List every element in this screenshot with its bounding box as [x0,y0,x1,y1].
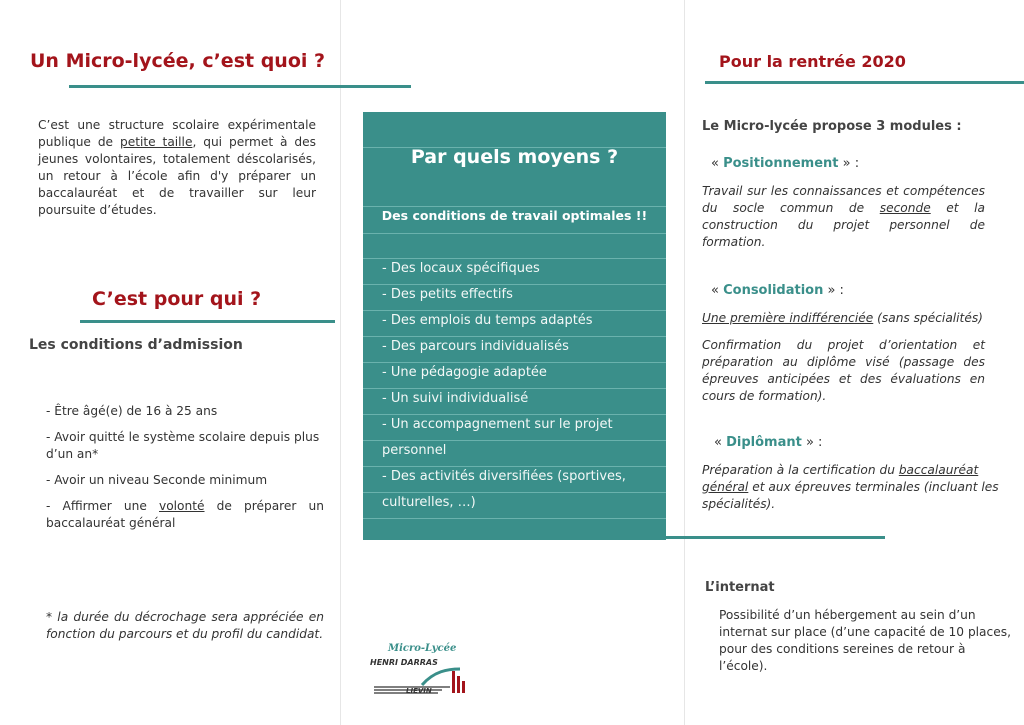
micro-lycee-logo [368,643,478,699]
panel-title: Par quels moyens ? [410,146,619,168]
module-name: Diplômant [726,435,802,450]
means-item: - Des locaux spécifiques [382,261,540,276]
intro-text-underlined: petite taille [119,135,193,149]
intro-paragraph [38,117,316,219]
panel-divider [363,518,666,519]
module-diplomant-text [702,462,1002,513]
means-item: - Un accompagnement sur le projet [382,417,613,432]
module-text-underlined: seconde [879,201,931,215]
module-text: (sans spécialités) [873,311,983,325]
fold-line-right [684,0,685,725]
quote-close: » : [801,435,823,450]
module-positionnement-heading [711,156,859,171]
quote-close: » : [838,156,860,171]
intro-text-1: C’est une structure scolaire expérimentale publique de [38,118,316,149]
module-text: Préparation à la certification du [702,463,899,477]
condition-will-text: - Affirmer une [46,499,159,513]
means-item-continued: culturelles, …) [382,495,476,510]
panel-divider [363,233,666,234]
means-item: - Des emplois du temps adaptés [382,313,593,328]
module-text-end: et la construction du projet personnel de formation. [702,201,985,249]
quote-close: » : [823,283,844,298]
quote-open: « [711,283,724,298]
condition-age: - Être âgé(e) de 16 à 25 ans [46,404,218,418]
condition-will-underlined: volonté [159,499,205,513]
modules-lead: Le Micro-lycée propose 3 modules : [702,119,962,134]
fold-line-left [340,0,341,725]
module-diplomant-heading [714,435,822,450]
module-name: Consolidation [723,283,824,298]
means-item: - Un suivi individualisé [382,391,529,406]
logo-title: Micro-Lycée [388,643,457,654]
panel-bottom-rule [666,536,885,539]
internat-text: Possibilité d’un hébergement au sein d’un internat sur place (d’une capacité de 10 places, pour des conditions sereines de retour à l’école). [719,608,1011,673]
condition-will-text-end: de préparer un baccalauréat général [46,499,324,530]
condition-level: - Avoir un niveau Seconde minimum [46,473,268,487]
heading-underline [80,320,335,323]
module-consolidation-heading [711,283,844,298]
module-consolidation-line [702,310,985,327]
heading-what-is: Un Micro-lycée, c’est quoi ? [30,50,326,72]
heading-for-whom: C’est pour qui ? [92,288,262,310]
panel-divider [363,206,666,207]
means-item: - Une pédagogie adaptée [382,365,547,380]
quote-open: « [711,156,724,171]
heading-underline [705,81,1024,84]
panel-subtitle: Des conditions de travail optimales !! [381,208,648,223]
internat-title: L’internat [705,580,775,595]
module-positionnement-text [702,183,985,251]
condition-left-school: - Avoir quitté le système scolaire depuis plus d’un an* [46,430,320,461]
means-item: - Des parcours individualisés [382,339,569,354]
condition-will [46,498,324,532]
admission-list [46,403,324,532]
means-item: - Des petits effectifs [382,287,513,302]
means-panel [363,112,666,540]
logo-city: LIEVIN [406,687,432,695]
intro-text-2: , qui permet à des jeunes volontaires, totalement déscolarisés, un retour à l’école afin d'y préparer un baccalauréat et de travailler sur leur poursuite d’études. [38,135,316,217]
module-text-end: et aux épreuves terminales (incluant les spécialités). [702,480,999,511]
footnote: * la durée du décrochage sera appréciée en fonction du parcours et du profil du candidat. [46,610,324,641]
module-text-underlined: baccalauréat général [702,463,979,494]
module-text-underlined: Une première indifférenciée [702,311,874,325]
module-consolidation-text: Confirmation du projet d’orientation et préparation au diplôme visé (passage des épreuves anticipées et des évaluations en cours de formation). [702,338,985,403]
heading-rentree: Pour la rentrée 2020 [719,52,906,71]
logo-school-name: HENRI DARRAS [370,658,438,667]
admission-subtitle: Les conditions d’admission [29,337,243,353]
means-item-continued: personnel [382,443,447,458]
quote-open: « [714,435,727,450]
means-item: - Des activités diversifiées (sportives, [382,469,626,484]
module-text: Travail sur les connaissances et compétences du socle commun de [702,184,985,215]
module-name: Positionnement [723,156,839,171]
heading-underline [69,85,411,88]
